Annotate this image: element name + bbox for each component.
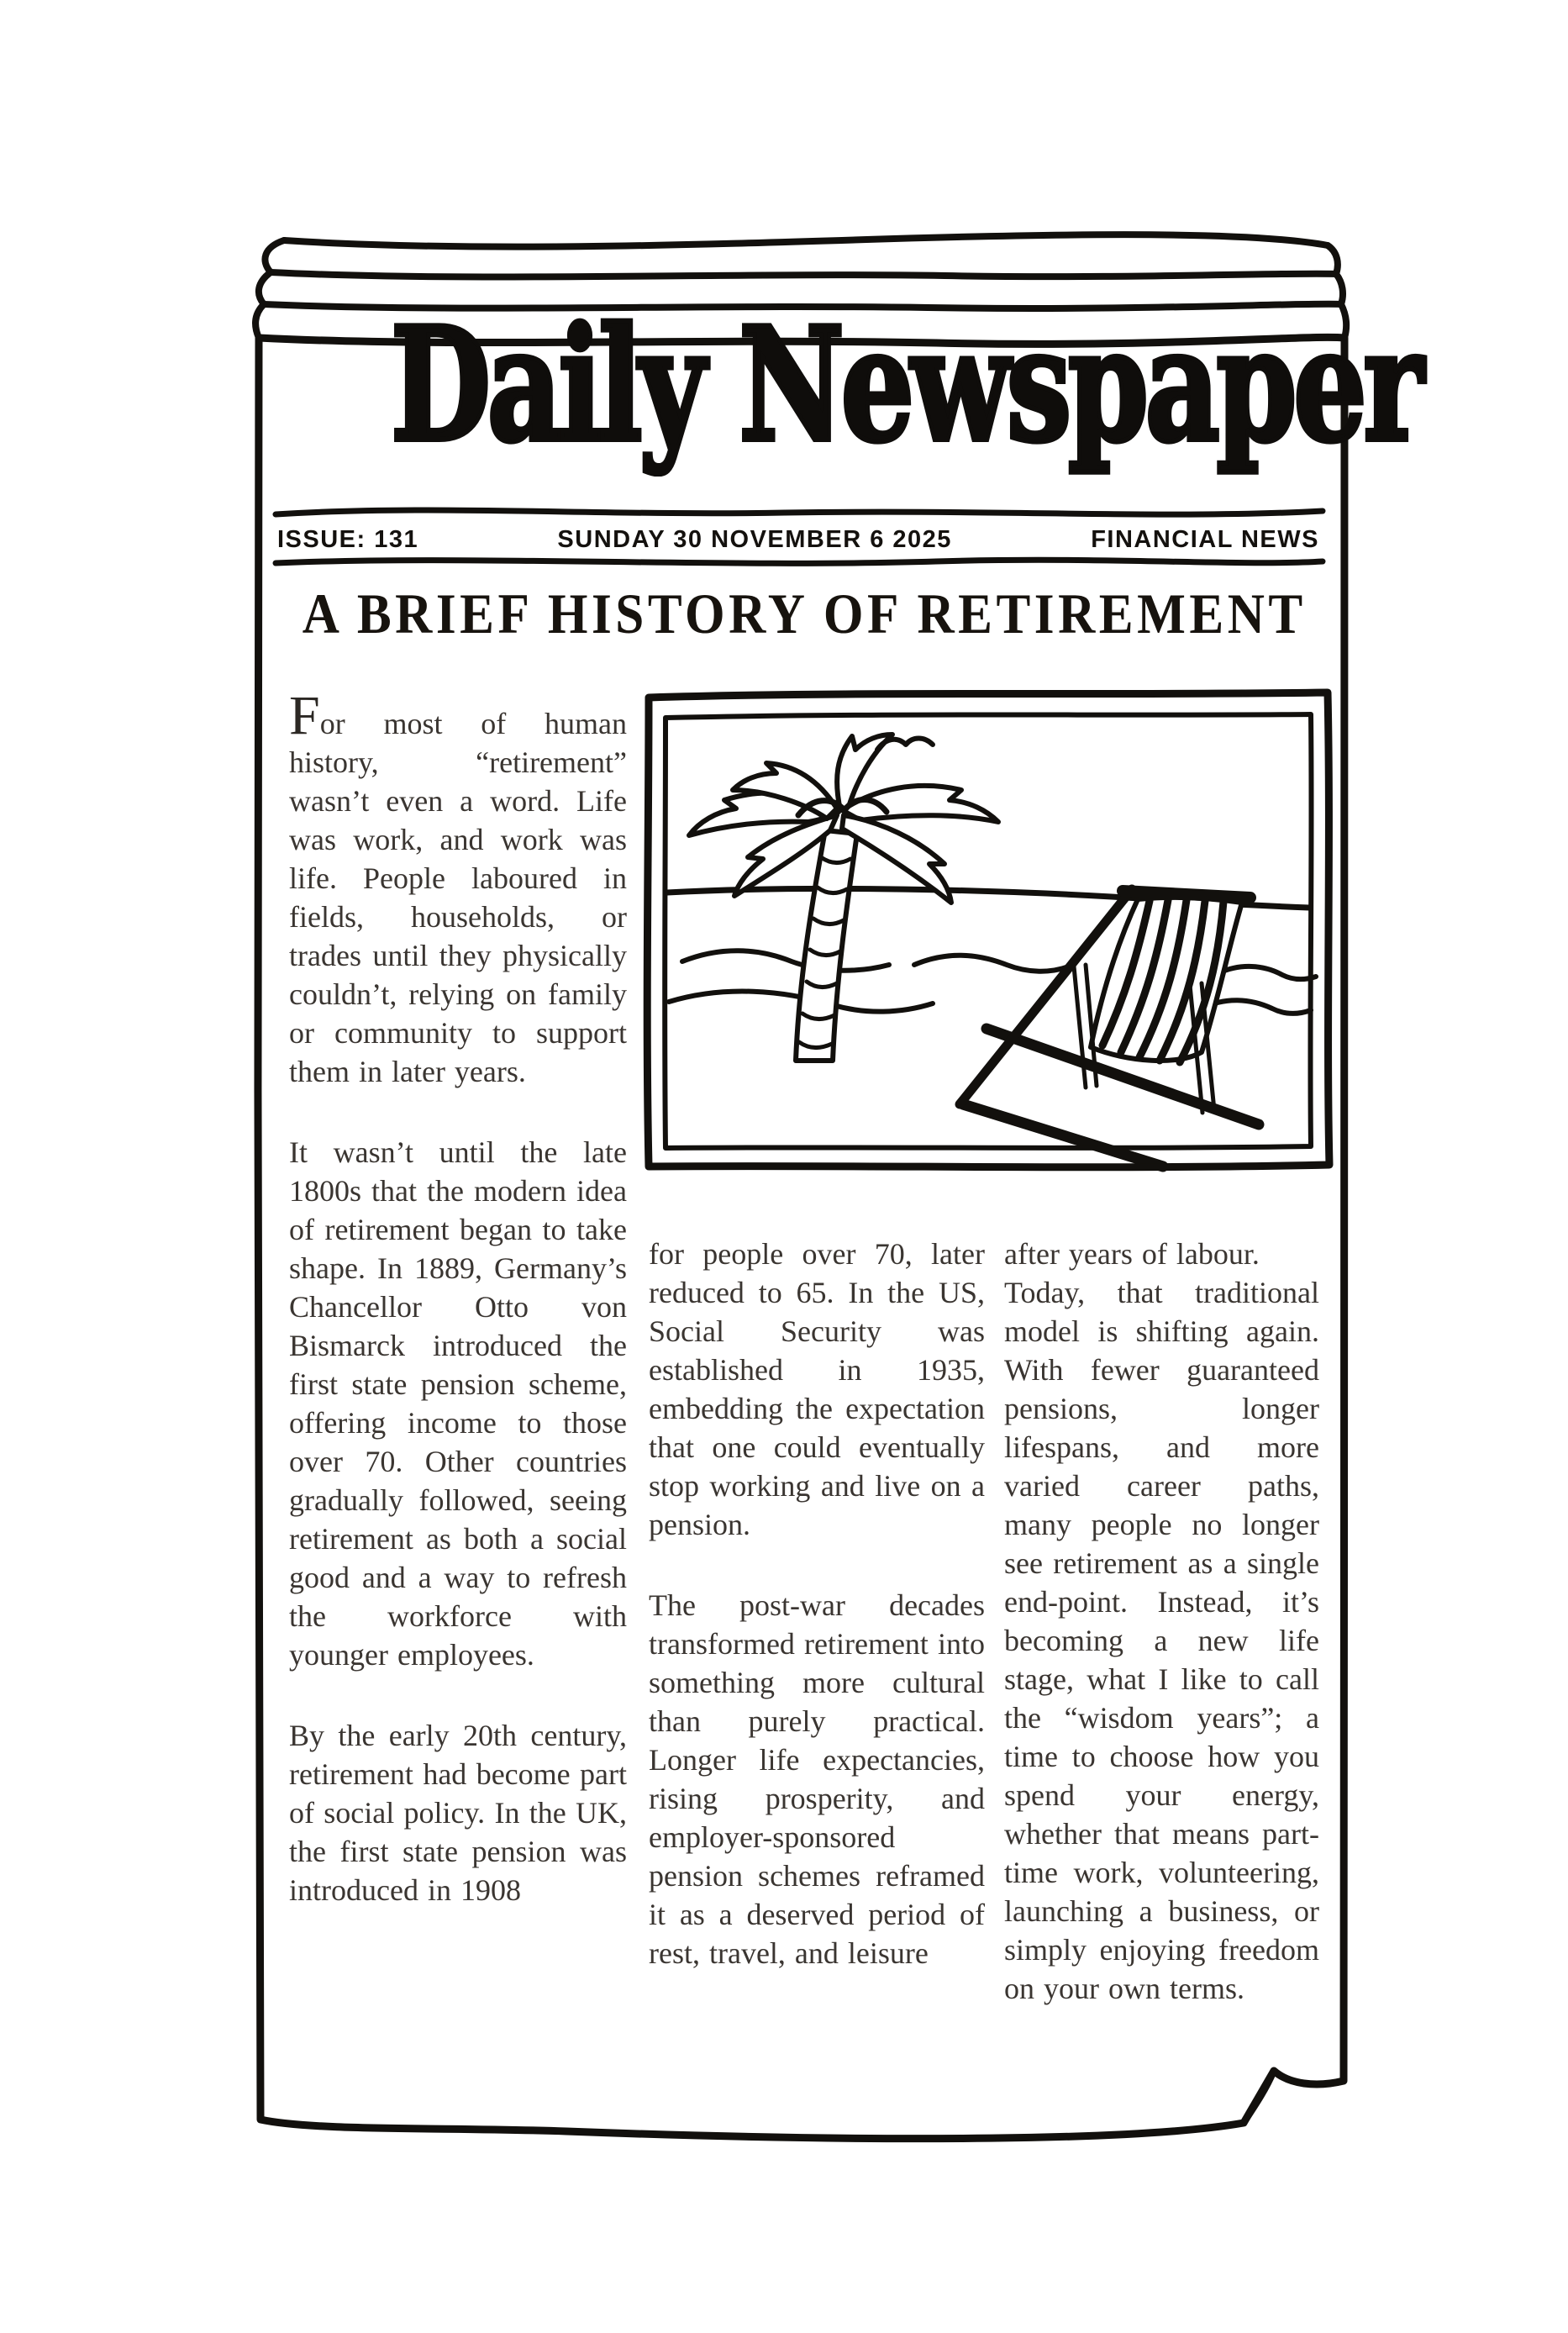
beach-illustration [640,686,1334,1173]
palm-tree [689,735,998,1061]
newspaper-page [247,222,1421,2155]
article-headline: A BRIEF HISTORY OF RETIREMENT [302,582,1307,645]
dateline [277,521,1319,558]
article-paragraph: It wasn’t until the late 1800s that the modern idea of retirement began to take shape. In 1889, Germany’s Chancellor Otto von Bismarck introduced the first state pension scheme, offering income to those over 70. Other countries gradually followed, seeing retirement as both a social good and a way to refresh the workforce with younger employees. [289,1135,627,1672]
deck-chair [960,889,1259,1166]
article-column-2 [649,1235,985,2014]
masthead-title: Daily Newspaper [390,292,1421,477]
article-paragraph: By the early 20th century, retirement had become part of social policy. In the UK, the first state pension was introduced in 1908 [289,1719,627,1907]
dateline-date: SUNDAY 30 NOVEMBER 6 2025 [557,525,952,553]
seagull-icon [877,739,933,750]
article-paragraph: after years of labour. [1004,1237,1260,1271]
article-column-1 [289,685,627,1951]
article-paragraph: For most of human history, “retirement” wasn’t even a word. Life was work, and work was life. People laboured in fields, households, or trades until they physically couldn’t, relying on family or community to support them in later years. [289,685,627,1088]
article-paragraph: Today, that traditional model is shifting again. With fewer guaranteed pensions, longer lifespans, and more varied career paths, many people no longer see retirement as a single end-point. Instead, it’s becoming a new life stage, what I like to call the “wisdom years”; a time to choose how you spend your energy, whether that means part-time work, volunteering, launching a business, or simply enjoying freedom on your own terms. [1004,1276,1319,2005]
dateline-section: FINANCIAL NEWS [1091,525,1319,553]
article-column-3 [1004,1235,1319,2008]
article-paragraph: The post-war decades transformed retirement into something more cultural than purely practical. Longer life expectancies, rising prosperity, and employer-sponsored pension schemes reframed it as a deserved period of rest, travel, and leisure [649,1588,985,1970]
article-paragraph: for people over 70, later reduced to 65. In the US, Social Security was established in 1935, embedding the expectation that one could eventually stop working and live on a pension. [649,1237,985,1541]
dateline-rule-bottom [276,560,1323,563]
drop-cap: F [289,685,320,746]
dateline-issue: ISSUE: 131 [277,525,419,553]
